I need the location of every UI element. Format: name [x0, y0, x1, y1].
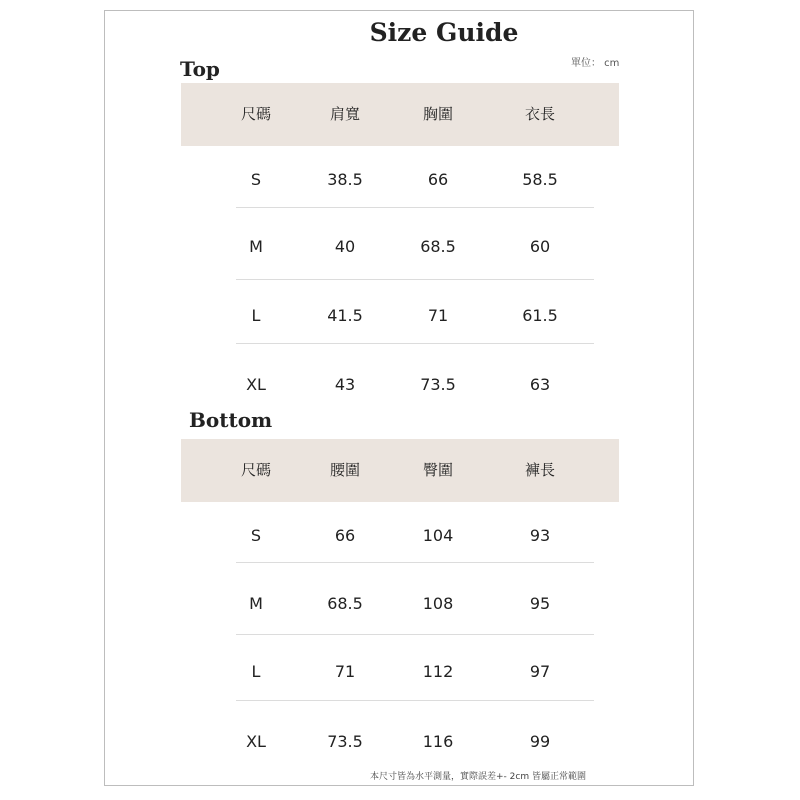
unit-label: 單位： cm [571, 58, 620, 69]
top-table-cell: 60 [529, 237, 551, 256]
bottom-header-cell: 尺碼 [240, 461, 272, 479]
bottom-table-cell: 95 [529, 594, 551, 613]
bottom-table-cell: 99 [529, 732, 551, 751]
top-table-cell: 41.5 [327, 306, 363, 325]
top-table-cell: 58.5 [522, 170, 558, 189]
top-row-divider [236, 207, 594, 208]
page-title: Size Guide [369, 18, 519, 47]
top-table-cell: 40 [334, 237, 356, 256]
bottom-table-cell: 66 [334, 526, 356, 545]
bottom-table-cell: 93 [529, 526, 551, 545]
bottom-header-cell: 腰圍 [329, 461, 361, 479]
top-header-cell: 肩寬 [329, 105, 361, 123]
bottom-header-cell: 臀圍 [422, 461, 454, 479]
top-table-cell: 61.5 [522, 306, 558, 325]
bottom-table-cell: 68.5 [327, 594, 363, 613]
top-table-cell: 73.5 [420, 375, 456, 394]
top-table-cell: S [250, 170, 262, 189]
bottom-table-cell: L [251, 662, 261, 681]
bottom-header-cell: 褲長 [524, 461, 556, 479]
bottom-table-cell: 112 [422, 662, 454, 681]
top-table-cell: 63 [529, 375, 551, 394]
section-title-top: Top [180, 57, 220, 81]
top-table-cell: 38.5 [327, 170, 363, 189]
top-table-cell: M [249, 237, 263, 256]
top-table-cell: 43 [334, 375, 356, 394]
top-row-divider [236, 279, 594, 280]
bottom-row-divider [236, 562, 594, 563]
bottom-table-cell: S [250, 526, 262, 545]
bottom-table-cell: 108 [422, 594, 454, 613]
top-table-cell: L [251, 306, 261, 325]
bottom-row-divider [236, 700, 594, 701]
section-title-bottom: Bottom [189, 408, 273, 432]
bottom-table-cell: 104 [422, 526, 454, 545]
bottom-row-divider [236, 634, 594, 635]
bottom-table-cell: 97 [529, 662, 551, 681]
bottom-table-cell: 71 [334, 662, 356, 681]
top-table-cell: 68.5 [420, 237, 456, 256]
top-table-cell: 66 [427, 170, 449, 189]
bottom-table-cell: 116 [422, 732, 454, 751]
top-table-cell: XL [246, 375, 266, 394]
bottom-table-cell: 73.5 [327, 732, 363, 751]
measurement-note: 本尺寸皆為水平測量，實際誤差+- 2cm 皆屬正常範圍 [370, 772, 586, 782]
top-header-cell: 胸圍 [422, 105, 454, 123]
top-table-cell: 71 [427, 306, 449, 325]
top-header-cell: 衣長 [524, 105, 556, 123]
top-row-divider [236, 343, 594, 344]
bottom-table-cell: M [249, 594, 263, 613]
bottom-table-cell: XL [246, 732, 266, 751]
top-header-cell: 尺碼 [240, 105, 272, 123]
